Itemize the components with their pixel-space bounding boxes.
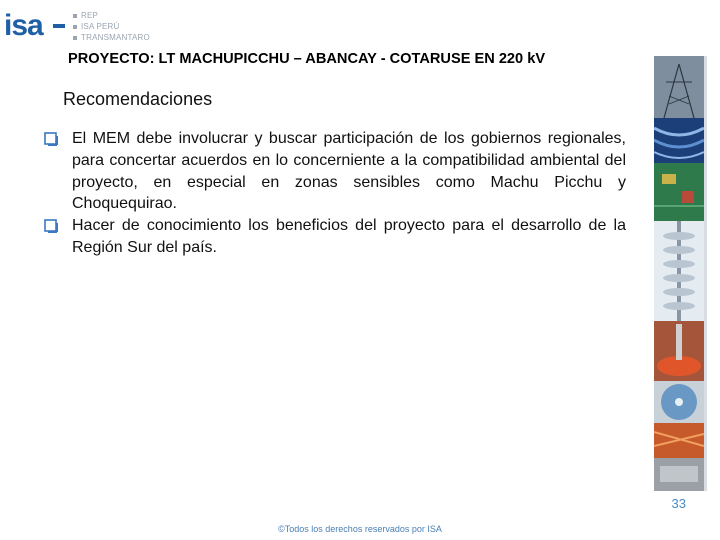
list-item xyxy=(44,128,626,215)
orange-equipment-photo xyxy=(654,321,704,381)
square-bullet-icon xyxy=(73,14,77,18)
circuit-photo xyxy=(654,163,704,221)
insulators-photo xyxy=(654,221,704,321)
company-list xyxy=(73,10,163,43)
recommendation-list xyxy=(44,128,626,259)
checkbox-bullet-icon xyxy=(44,132,58,146)
company-label: ISA PERÚ xyxy=(81,22,120,31)
side-photo-strip xyxy=(654,56,704,491)
isa-logo xyxy=(4,6,154,42)
company-item xyxy=(73,21,163,32)
company-label: REP xyxy=(81,11,99,20)
orange-wires-photo xyxy=(654,423,704,458)
list-item-text: El MEM debe involucrar y buscar participación de los gobiernos regionales, para concertar acuerdos en lo concerniente a la compatibilidad ambiental del proyecto, en especial en zonas sensibles como Machu Picchu y Choquequirao. xyxy=(72,130,626,213)
side-strip-edge xyxy=(704,56,707,491)
gray-equipment-photo xyxy=(654,458,704,491)
copyright-footer: ©Todos los derechos reservados por ISA xyxy=(278,524,442,534)
cables-photo xyxy=(654,118,704,163)
blue-disk-photo xyxy=(654,381,704,423)
project-title: PROYECTO: LT MACHUPICCHU – ABANCAY - COTARUSE EN 220 kV xyxy=(68,51,546,67)
list-item-text: Hacer de conocimiento los beneficios del proyecto para el desarrollo de la Región Sur del país. xyxy=(72,217,626,256)
square-bullet-icon xyxy=(73,36,77,40)
page-number: 33 xyxy=(671,496,686,511)
list-item xyxy=(44,215,626,259)
square-bullet-icon xyxy=(73,25,77,29)
company-item xyxy=(73,10,163,21)
checkbox-bullet-icon xyxy=(44,219,58,233)
company-label: TRANSMANTARO xyxy=(81,33,150,42)
company-item xyxy=(73,32,163,43)
transmission-tower-photo xyxy=(654,56,704,118)
isa-logo-text: isa xyxy=(4,10,43,40)
isa-logo-mark xyxy=(4,10,66,40)
section-heading: Recomendaciones xyxy=(63,89,213,109)
